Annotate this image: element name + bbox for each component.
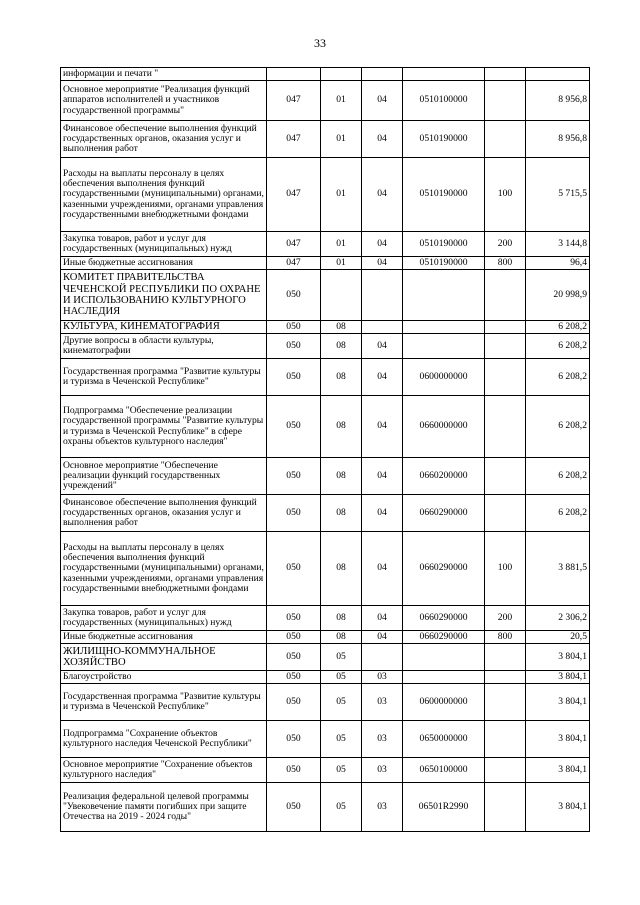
row-name-cell: КОМИТЕТ ПРАВИТЕЛЬСТВА ЧЕЧЕНСКОЙ РЕСПУБЛИКИ ПО ОХРАНЕ И ИСПОЛЬЗОВАНИЮ КУЛЬТУРНОГО НАСЛЕДИЯ (61, 270, 267, 321)
amount-cell: 3 804,1 (526, 783, 590, 832)
row-name-cell: Закупка товаров, работ и услуг для государственных (муниципальных) нужд (61, 232, 267, 257)
admin-code-cell: 050 (267, 321, 321, 334)
target-article-cell: 0510190000 (403, 232, 485, 257)
amount-cell: 3 804,1 (526, 758, 590, 783)
target-article-cell: 0510100000 (403, 81, 485, 121)
subsection-code-cell: 04 (362, 532, 403, 606)
row-name-cell: Финансовое обеспечение выполнения функций государственных органов, оказания услуг и выполнения работ (61, 495, 267, 532)
subsection-code-cell: 04 (362, 458, 403, 495)
expense-type-cell (485, 81, 526, 121)
subsection-code-cell (362, 321, 403, 334)
subsection-code-cell: 04 (362, 359, 403, 396)
subsection-code-cell: 04 (362, 121, 403, 158)
row-name-cell: Государственная программа "Развитие культуры и туризма в Чеченской Республике" (61, 359, 267, 396)
expense-type-cell (485, 758, 526, 783)
section-code-cell: 05 (321, 758, 362, 783)
target-article-cell (403, 644, 485, 671)
section-code-cell: 01 (321, 232, 362, 257)
section-code-cell: 08 (321, 396, 362, 458)
row-name-cell: Благоустройство (61, 671, 267, 684)
subsection-code-cell: 04 (362, 606, 403, 631)
table-row (61, 671, 590, 684)
table-row (61, 606, 590, 631)
table-row (61, 121, 590, 158)
section-code-cell: 08 (321, 606, 362, 631)
target-article-cell (403, 68, 485, 81)
table-row (61, 68, 590, 81)
admin-code-cell: 050 (267, 644, 321, 671)
section-code-cell: 08 (321, 458, 362, 495)
section-code-cell: 08 (321, 359, 362, 396)
table-row (61, 758, 590, 783)
section-code-cell: 08 (321, 495, 362, 532)
table-row (61, 334, 590, 359)
target-article-cell: 0650100000 (403, 758, 485, 783)
target-article-cell: 0600000000 (403, 359, 485, 396)
table-row (61, 684, 590, 721)
table-row (61, 321, 590, 334)
table-row (61, 495, 590, 532)
amount-cell: 5 715,5 (526, 158, 590, 232)
amount-cell: 6 208,2 (526, 495, 590, 532)
subsection-code-cell: 03 (362, 721, 403, 758)
admin-code-cell: 050 (267, 721, 321, 758)
expense-type-cell (485, 121, 526, 158)
expense-type-cell (485, 783, 526, 832)
target-article-cell: 0510190000 (403, 158, 485, 232)
amount-cell: 6 208,2 (526, 334, 590, 359)
section-code-cell: 08 (321, 532, 362, 606)
target-article-cell: 0660290000 (403, 631, 485, 644)
expense-type-cell: 800 (485, 631, 526, 644)
section-code-cell: 01 (321, 257, 362, 270)
amount-cell: 20 998,9 (526, 270, 590, 321)
subsection-code-cell: 03 (362, 684, 403, 721)
row-name-cell: Государственная программа "Развитие культуры и туризма в Чеченской Республике" (61, 684, 267, 721)
table-row (61, 721, 590, 758)
row-name-cell: Иные бюджетные ассигнования (61, 257, 267, 270)
admin-code-cell: 050 (267, 684, 321, 721)
section-code-cell: 05 (321, 671, 362, 684)
target-article-cell: 0660290000 (403, 495, 485, 532)
table-row (61, 631, 590, 644)
row-name-cell: Подпрограмма "Сохранение объектов культурного наследия Чеченской Республики" (61, 721, 267, 758)
row-name-cell: Расходы на выплаты персоналу в целях обеспечения выполнения функций государственными (муниципальными) органами, казенными учреждениями, органами управления государственными внебюджетными фондами (61, 532, 267, 606)
expense-type-cell: 200 (485, 232, 526, 257)
expense-type-cell (485, 495, 526, 532)
amount-cell: 3 804,1 (526, 684, 590, 721)
row-name-cell: Финансовое обеспечение выполнения функций государственных органов, оказания услуг и выполнения работ (61, 121, 267, 158)
table-row (61, 783, 590, 832)
target-article-cell: 0510190000 (403, 257, 485, 270)
row-name-cell: Другие вопросы в области культуры, кинематографии (61, 334, 267, 359)
expense-type-cell (485, 458, 526, 495)
subsection-code-cell: 04 (362, 81, 403, 121)
expense-type-cell (485, 321, 526, 334)
row-name-cell: Основное мероприятие "Сохранение объектов культурного наследия" (61, 758, 267, 783)
amount-cell: 8 956,8 (526, 121, 590, 158)
subsection-code-cell: 04 (362, 257, 403, 270)
row-name-cell: Расходы на выплаты персоналу в целях обеспечения выполнения функций государственными (муниципальными) органами, казенными учреждениями, органами управления государственными внебюджетными фондами (61, 158, 267, 232)
table-body (61, 68, 590, 832)
table-row (61, 532, 590, 606)
admin-code-cell: 050 (267, 495, 321, 532)
amount-cell: 3 144,8 (526, 232, 590, 257)
expense-type-cell (485, 270, 526, 321)
section-code-cell: 01 (321, 121, 362, 158)
expense-type-cell: 800 (485, 257, 526, 270)
subsection-code-cell: 04 (362, 334, 403, 359)
subsection-code-cell: 04 (362, 631, 403, 644)
section-code-cell: 01 (321, 158, 362, 232)
subsection-code-cell: 04 (362, 158, 403, 232)
target-article-cell (403, 270, 485, 321)
admin-code-cell: 047 (267, 81, 321, 121)
subsection-code-cell (362, 68, 403, 81)
table-row (61, 257, 590, 270)
admin-code-cell: 050 (267, 758, 321, 783)
expense-type-cell: 100 (485, 158, 526, 232)
target-article-cell: 0660200000 (403, 458, 485, 495)
section-code-cell: 01 (321, 81, 362, 121)
table-row (61, 270, 590, 321)
amount-cell: 6 208,2 (526, 396, 590, 458)
subsection-code-cell: 03 (362, 783, 403, 832)
expense-type-cell (485, 359, 526, 396)
amount-cell: 6 208,2 (526, 458, 590, 495)
target-article-cell (403, 321, 485, 334)
admin-code-cell: 050 (267, 270, 321, 321)
target-article-cell (403, 334, 485, 359)
section-code-cell: 08 (321, 334, 362, 359)
subsection-code-cell: 04 (362, 232, 403, 257)
expense-type-cell (485, 396, 526, 458)
target-article-cell: 0660290000 (403, 532, 485, 606)
table-row (61, 458, 590, 495)
admin-code-cell: 050 (267, 631, 321, 644)
amount-cell: 3 881,5 (526, 532, 590, 606)
page-number: 33 (314, 36, 326, 50)
subsection-code-cell: 04 (362, 495, 403, 532)
table-row (61, 359, 590, 396)
subsection-code-cell: 04 (362, 396, 403, 458)
section-code-cell: 05 (321, 684, 362, 721)
admin-code-cell: 050 (267, 359, 321, 396)
expense-type-cell: 200 (485, 606, 526, 631)
admin-code-cell: 050 (267, 396, 321, 458)
section-code-cell: 08 (321, 321, 362, 334)
amount-cell: 8 956,8 (526, 81, 590, 121)
amount-cell: 3 804,1 (526, 644, 590, 671)
budget-table (60, 67, 590, 832)
row-name-cell: Подпрограмма "Обеспечение реализации государственной программы "Развитие культуры и туризма в Чеченской Республике" в сфере охраны объектов культурного наследия" (61, 396, 267, 458)
table-row (61, 158, 590, 232)
row-name-cell: Иные бюджетные ассигнования (61, 631, 267, 644)
row-name-cell: Реализация федеральной целевой программы "Увековечение памяти погибших при защите Отечества на 2019 - 2024 годы" (61, 783, 267, 832)
row-name-cell: Основное мероприятие "Обеспечение реализации функций государственных учреждений" (61, 458, 267, 495)
section-code-cell (321, 270, 362, 321)
row-name-cell: Основное мероприятие "Реализация функций аппаратов исполнителей и участников государственной программы" (61, 81, 267, 121)
subsection-code-cell: 03 (362, 758, 403, 783)
section-code-cell: 05 (321, 721, 362, 758)
row-name-cell: ЖИЛИЩНО-КОММУНАЛЬНОЕ ХОЗЯЙСТВО (61, 644, 267, 671)
expense-type-cell (485, 68, 526, 81)
row-name-cell: КУЛЬТУРА, КИНЕМАТОГРАФИЯ (61, 321, 267, 334)
expense-type-cell (485, 671, 526, 684)
table-row (61, 396, 590, 458)
target-article-cell: 0650000000 (403, 721, 485, 758)
table-row (61, 232, 590, 257)
admin-code-cell: 050 (267, 671, 321, 684)
target-article-cell: 06501R2990 (403, 783, 485, 832)
admin-code-cell: 050 (267, 606, 321, 631)
section-code-cell: 05 (321, 783, 362, 832)
admin-code-cell: 050 (267, 532, 321, 606)
amount-cell (526, 68, 590, 81)
expense-type-cell (485, 334, 526, 359)
table-row (61, 81, 590, 121)
section-code-cell: 08 (321, 631, 362, 644)
admin-code-cell: 047 (267, 257, 321, 270)
section-code-cell (321, 68, 362, 81)
amount-cell: 2 306,2 (526, 606, 590, 631)
amount-cell: 6 208,2 (526, 359, 590, 396)
admin-code-cell: 047 (267, 121, 321, 158)
admin-code-cell: 050 (267, 458, 321, 495)
admin-code-cell: 047 (267, 158, 321, 232)
target-article-cell (403, 671, 485, 684)
row-name-cell: информации и печати " (61, 68, 267, 81)
expense-type-cell (485, 721, 526, 758)
amount-cell: 3 804,1 (526, 721, 590, 758)
target-article-cell: 0660290000 (403, 606, 485, 631)
expense-type-cell (485, 684, 526, 721)
subsection-code-cell: 03 (362, 671, 403, 684)
admin-code-cell: 050 (267, 334, 321, 359)
expense-type-cell: 100 (485, 532, 526, 606)
table-row (61, 644, 590, 671)
section-code-cell: 05 (321, 644, 362, 671)
admin-code-cell: 047 (267, 232, 321, 257)
amount-cell: 3 804,1 (526, 671, 590, 684)
amount-cell: 6 208,2 (526, 321, 590, 334)
amount-cell: 20,5 (526, 631, 590, 644)
subsection-code-cell (362, 644, 403, 671)
subsection-code-cell (362, 270, 403, 321)
admin-code-cell (267, 68, 321, 81)
admin-code-cell: 050 (267, 783, 321, 832)
target-article-cell: 0600000000 (403, 684, 485, 721)
row-name-cell: Закупка товаров, работ и услуг для государственных (муниципальных) нужд (61, 606, 267, 631)
expense-type-cell (485, 644, 526, 671)
target-article-cell: 0660000000 (403, 396, 485, 458)
target-article-cell: 0510190000 (403, 121, 485, 158)
amount-cell: 96,4 (526, 257, 590, 270)
